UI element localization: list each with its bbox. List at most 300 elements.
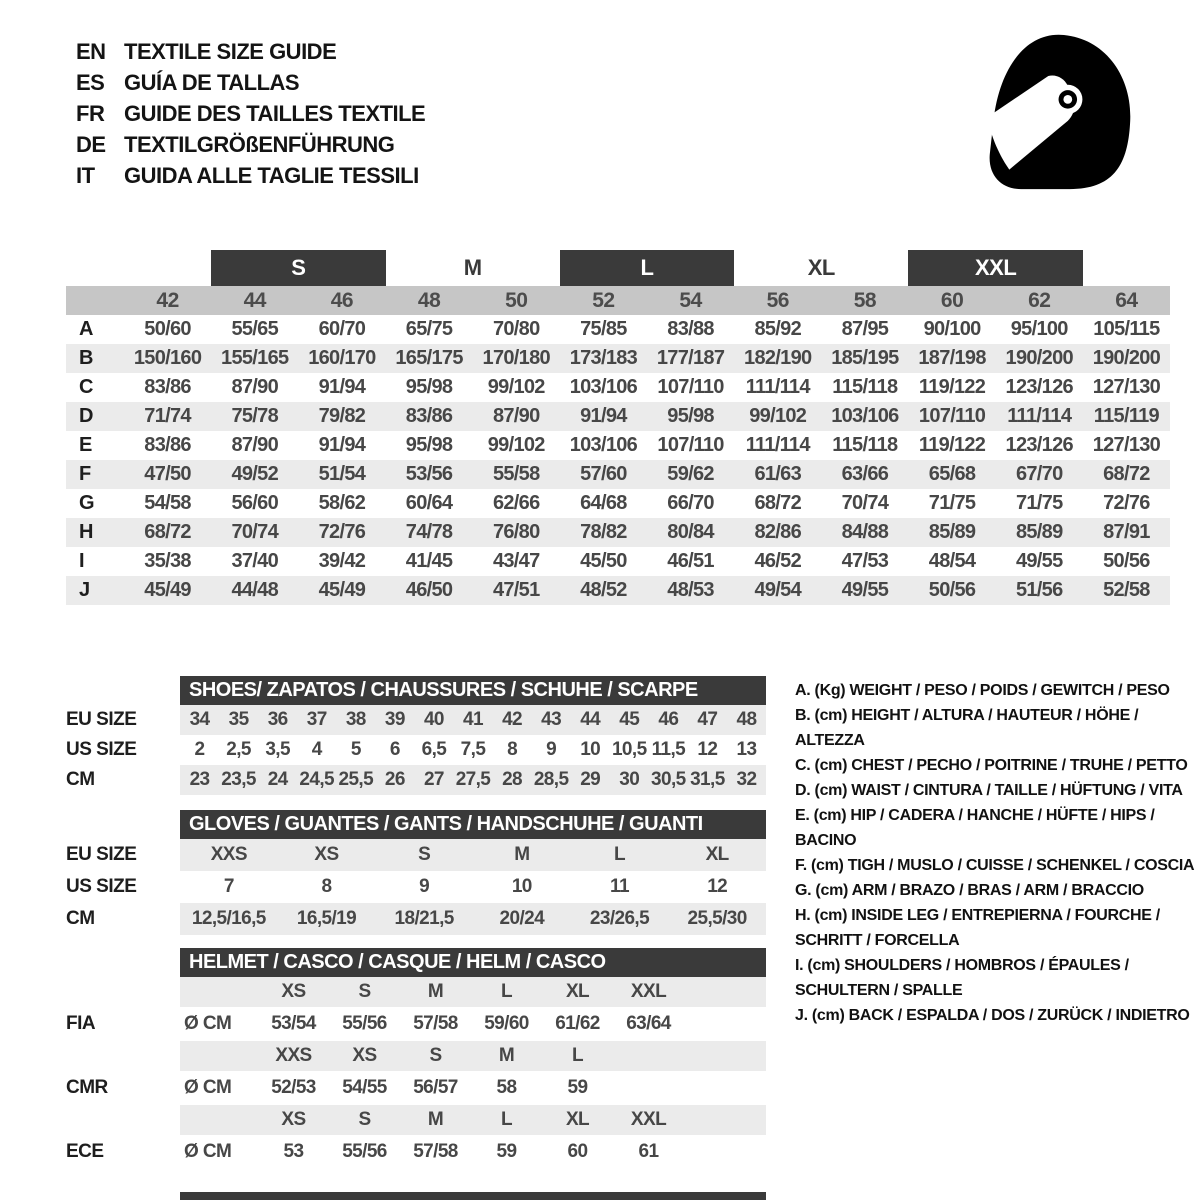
gloves-size-cell: 10: [511, 876, 532, 897]
size-value-cell: 119/122: [918, 434, 986, 456]
size-value-cell: 52/58: [1103, 579, 1150, 601]
legend-item: C. (cm) CHEST / PECHO / POITRINE / TRUHE / PETTO: [795, 757, 1188, 774]
size-value-cell: 99/102: [749, 405, 807, 427]
numeric-size-cell: 56: [766, 288, 789, 312]
shoes-size-cell: 24: [267, 769, 288, 790]
gloves-size-cell: 18/21,5: [394, 908, 454, 929]
size-value-cell: 187/198: [918, 347, 986, 369]
size-value-cell: 87/95: [841, 318, 889, 340]
size-value-cell: 59/62: [667, 463, 714, 485]
helmet-value-band: [180, 1135, 766, 1169]
size-value-cell: 79/82: [318, 405, 366, 427]
language-code: IT: [76, 163, 95, 188]
helmet-size-cell: XS: [352, 1045, 377, 1066]
size-value-cell: 123/126: [1005, 376, 1073, 398]
size-value-cell: 91/94: [318, 434, 366, 456]
size-value-cell: 119/122: [918, 376, 986, 398]
legend-item: G. (cm) ARM / BRAZO / BRAS / ARM / BRACCIO: [795, 882, 1144, 899]
row-letter: D: [79, 405, 94, 427]
measure-row: [66, 460, 1170, 489]
legend-item: D. (cm) WAIST / CINTURA / TAILLE / HÜFTUNG / VITA: [795, 782, 1183, 799]
shoes-size-cell: 40: [423, 709, 444, 730]
size-value-cell: 127/130: [1092, 434, 1161, 456]
numeric-size-cell: 44: [243, 288, 266, 312]
size-value-cell: 85/92: [754, 318, 802, 340]
helmet-size-cell: M: [498, 1045, 515, 1066]
size-value-cell: 83/88: [667, 318, 714, 340]
row-label-spacer: [66, 1105, 180, 1135]
size-value-cell: 65/75: [405, 318, 453, 340]
row-label: US SIZE: [66, 876, 137, 897]
shoes-size-cell: 11,5: [651, 739, 686, 760]
size-value-cell: 51/54: [318, 463, 366, 485]
helmet-value-cell: 53/54: [271, 1013, 316, 1034]
size-value-cell: 75/78: [231, 405, 279, 427]
size-value-cell: 87/90: [231, 376, 279, 398]
shoes-size-cell: 39: [384, 709, 405, 730]
gloves-size-cell: L: [613, 844, 625, 865]
legend-item: H. (cm) INSIDE LEG / ENTREPIERNA / FOURCHE / SCHRITT / FORCELLA: [795, 907, 1160, 949]
shoes-size-cell: 27: [423, 769, 444, 790]
size-value-cell: 111/114: [1007, 405, 1072, 427]
measure-row: [66, 489, 1170, 518]
size-value-cell: 127/130: [1092, 376, 1161, 398]
helmet-size-header-row: [66, 977, 766, 1007]
gloves-size-cell: XL: [705, 844, 729, 865]
helmet-size-cell: XXS: [275, 1045, 312, 1066]
shoes-size-cell: 2,5: [226, 739, 251, 760]
legend-item: F. (cm) TIGH / MUSLO / CUISSE / SCHENKEL / COSCIA: [795, 857, 1195, 874]
helmet-standard-label: FIA: [66, 1013, 96, 1034]
size-value-cell: 72/76: [318, 521, 366, 543]
shoes-size-cell: 30,5: [651, 769, 686, 790]
helmet-value-cell: 60: [567, 1141, 588, 1162]
row-label: CM: [66, 908, 95, 929]
size-value-cell: 61/63: [754, 463, 802, 485]
helmet-size-cell: L: [571, 1045, 583, 1066]
size-value-cell: 65/68: [928, 463, 976, 485]
shoes-size-cell: 32: [736, 769, 757, 790]
size-value-cell: 35/38: [144, 550, 191, 572]
size-value-cell: 53/56: [405, 463, 453, 485]
language-label: TEXTILE SIZE GUIDE: [124, 39, 337, 64]
helmet-section-title: HELMET / CASCO / CASQUE / HELM / CASCO: [180, 948, 766, 977]
shoes-size-cell: 26: [384, 769, 405, 790]
size-group-xl: XL: [807, 255, 835, 280]
row-label: EU SIZE: [66, 709, 137, 730]
gloves-size-cell: XS: [314, 844, 339, 865]
size-value-cell: 103/106: [831, 405, 899, 427]
helmet-value-band: [180, 1071, 766, 1105]
helmet-value-cell: 59: [567, 1077, 588, 1098]
size-value-cell: 87/90: [492, 405, 540, 427]
gloves-size-cell: M: [514, 844, 530, 865]
measure-row: [66, 402, 1170, 431]
shoes-size-cell: 43: [541, 709, 562, 730]
helmet-size-cell: XXL: [630, 981, 667, 1002]
gloves-section-title: GLOVES / GUANTES / GANTS / HANDSCHUHE / GUANTI: [180, 810, 766, 839]
measure-row: [66, 576, 1170, 605]
size-value-cell: 85/89: [1015, 521, 1063, 543]
size-value-cell: 64/68: [580, 492, 627, 514]
size-value-cell: 84/88: [841, 521, 889, 543]
size-value-cell: 177/187: [656, 347, 725, 369]
row-letter: C: [79, 376, 94, 398]
size-value-cell: 107/110: [918, 405, 986, 427]
size-value-cell: 70/80: [492, 318, 540, 340]
gloves-size-cell: 16,5/19: [296, 908, 357, 929]
legend-item: E. (cm) HIP / CADERA / HANCHE / HÜFTE / HIPS / BACINO: [795, 807, 1155, 849]
helmet-standard-label: CMR: [66, 1077, 108, 1098]
helmet-size-cell: XL: [565, 981, 590, 1002]
size-group-m: M: [463, 255, 482, 280]
shoes-size-cell: 6,5: [421, 739, 447, 760]
row-label: EU SIZE: [66, 844, 137, 865]
size-value-cell: 91/94: [318, 376, 366, 398]
size-value-cell: 49/54: [754, 579, 802, 601]
size-value-cell: 103/106: [569, 376, 638, 398]
legend-item: J. (cm) BACK / ESPALDA / DOS / ZURÜCK / INDIETRO: [795, 1007, 1190, 1024]
size-value-cell: 105/115: [1093, 318, 1160, 340]
numeric-size-cell: 64: [1115, 288, 1138, 312]
size-value-cell: 41/45: [405, 550, 453, 572]
size-value-cell: 56/60: [231, 492, 279, 514]
language-row: [76, 67, 425, 98]
size-value-cell: 165/175: [395, 347, 463, 369]
language-list: [76, 36, 425, 191]
numeric-size-cell: 48: [417, 288, 441, 312]
helmet-value-cell: 55/56: [342, 1013, 387, 1034]
shoes-size-cell: 34: [189, 709, 210, 730]
size-value-cell: 83/86: [144, 434, 191, 456]
shoes-size-cell: 24,5: [299, 769, 335, 790]
row-label-spacer: [66, 977, 180, 1007]
numeric-size-row: [66, 286, 1170, 315]
size-value-cell: 87/91: [1103, 521, 1150, 543]
size-value-cell: 82/86: [754, 521, 802, 543]
shoes-size-cell: 42: [502, 709, 523, 730]
language-label: GUIDA ALLE TAGLIE TESSILI: [124, 163, 419, 188]
size-value-cell: 107/110: [657, 434, 724, 456]
size-value-cell: 51/56: [1015, 579, 1063, 601]
shoes-size-cell: 8: [507, 739, 518, 760]
gloves-row: [66, 871, 766, 903]
language-code: ES: [76, 70, 105, 95]
numeric-size-cell: 50: [505, 288, 528, 312]
shoes-size-cell: 7,5: [460, 739, 486, 760]
language-code: DE: [76, 132, 106, 157]
measurement-legend: [795, 678, 1199, 1028]
helmet-size-header-row: [66, 1041, 766, 1071]
size-value-cell: 95/98: [405, 376, 453, 398]
language-code: FR: [76, 101, 105, 126]
row-values: [180, 903, 766, 935]
size-value-cell: 50/56: [1103, 550, 1150, 572]
size-value-cell: 80/84: [667, 521, 714, 543]
size-value-cell: 66/70: [667, 492, 714, 514]
row-label-spacer: [66, 1041, 180, 1071]
numeric-size-cell: 60: [940, 288, 964, 312]
size-value-cell: 45/49: [144, 579, 191, 601]
size-value-cell: 62/66: [492, 492, 540, 514]
gloves-size-cell: 12: [707, 876, 728, 897]
helmet-standard-row: [66, 1071, 766, 1105]
size-group-l: L: [560, 250, 734, 286]
size-value-cell: 185/195: [831, 347, 899, 369]
helmet-value-cell: 58: [496, 1077, 517, 1098]
language-label: TEXTILGRÖßENFÜHRUNG: [124, 132, 395, 157]
helmet-size-grid: [180, 1041, 686, 1071]
gloves-row: [66, 903, 766, 935]
shoes-size-cell: 35: [228, 709, 249, 730]
row-letter: B: [79, 347, 94, 369]
shoes-size-cell: 37: [306, 709, 327, 730]
numeric-size-cell: 46: [330, 288, 354, 312]
helmet-value-cell: 53: [283, 1141, 304, 1162]
gloves-size-cell: XXS: [210, 844, 247, 865]
helmet-size-cell: S: [358, 981, 371, 1002]
size-value-cell: 173/183: [569, 347, 638, 369]
helmet-value-cell: 56/57: [413, 1077, 458, 1098]
size-value-cell: 95/100: [1010, 318, 1068, 340]
size-value-cell: 50/60: [144, 318, 191, 340]
shoes-size-cell: 4: [311, 739, 322, 760]
numeric-size-cell: 52: [592, 288, 615, 312]
size-value-cell: 182/190: [744, 347, 812, 369]
shoes-size-cell: 13: [736, 739, 757, 760]
shoes-size-cell: 28: [502, 769, 523, 790]
size-value-cell: 91/94: [580, 405, 627, 427]
numeric-size-cell: 42: [156, 288, 179, 312]
size-value-cell: 46/51: [667, 550, 714, 572]
shoes-size-cell: 46: [658, 709, 679, 730]
size-value-cell: 123/126: [1005, 434, 1073, 456]
size-value-cell: 99/102: [487, 376, 545, 398]
shoes-size-cell: 44: [580, 709, 601, 730]
helmet-standard-row: [66, 1135, 766, 1169]
shoes-size-cell: 29: [580, 769, 601, 790]
helmet-unit-label: Ø CM: [184, 1013, 232, 1034]
measure-row: [66, 518, 1170, 547]
size-value-cell: 48/52: [580, 579, 627, 601]
shoes-size-cell: 41: [463, 709, 483, 730]
helmet-value-grid: [180, 1135, 686, 1169]
shoes-size-cell: 23,5: [221, 769, 256, 790]
size-value-cell: 107/110: [657, 376, 724, 398]
shoes-section-title: SHOES/ ZAPATOS / CHAUSSURES / SCHUHE / SCARPE: [180, 676, 766, 705]
size-value-cell: 44/48: [231, 579, 279, 601]
size-value-cell: 55/65: [231, 318, 279, 340]
language-label: GUIDE DES TAILLES TEXTILE: [124, 101, 426, 126]
size-value-cell: 63/66: [841, 463, 889, 485]
size-value-cell: 55/58: [492, 463, 540, 485]
size-value-cell: 190/200: [1005, 347, 1073, 369]
size-value-cell: 68/72: [1103, 463, 1150, 485]
size-value-cell: 57/60: [580, 463, 627, 485]
size-value-cell: 111/114: [745, 434, 810, 456]
helmet-size-cell: XS: [281, 1109, 306, 1130]
legend-item: I. (cm) SHOULDERS / HOMBROS / ÉPAULES / SCHULTERN / SPALLE: [795, 957, 1129, 999]
size-value-cell: 47/50: [144, 463, 191, 485]
size-value-cell: 37/40: [231, 550, 279, 572]
cropped-section-bar: [180, 1192, 766, 1200]
shoes-size-cell: 12: [697, 739, 718, 760]
helmet-value-cell: 52/53: [271, 1077, 316, 1098]
size-value-cell: 72/76: [1103, 492, 1150, 514]
gloves-size-cell: 11: [610, 876, 629, 897]
helmet-size-grid: [180, 1105, 686, 1135]
helmet-standard-row: [66, 1007, 766, 1041]
shoes-size-cell: 3,5: [265, 739, 290, 760]
textile-size-table: [66, 250, 1170, 605]
row-letter: A: [79, 318, 94, 340]
size-value-cell: 75/85: [580, 318, 627, 340]
size-value-cell: 48/53: [667, 579, 714, 601]
shoes-size-cell: 36: [267, 709, 288, 730]
size-value-cell: 46/50: [405, 579, 453, 601]
language-row: [76, 36, 425, 67]
language-row: [76, 160, 425, 191]
size-value-cell: 115/118: [832, 376, 898, 398]
measure-row: [66, 373, 1170, 402]
size-value-cell: 39/42: [318, 550, 366, 572]
helmet-value-cell: 57/58: [413, 1141, 458, 1162]
size-value-cell: 70/74: [231, 521, 279, 543]
size-value-cell: 155/165: [221, 347, 289, 369]
helmet-value-cell: 61/62: [555, 1013, 600, 1034]
size-group-header-row: [66, 250, 1170, 286]
size-value-cell: 71/74: [144, 405, 191, 427]
helmet-size-cell: XXL: [630, 1109, 667, 1130]
gloves-size-cell: 9: [419, 876, 430, 897]
size-value-cell: 190/200: [1092, 347, 1161, 369]
numeric-size-cell: 54: [679, 288, 702, 312]
shoes-row: [66, 765, 766, 795]
measure-row: [66, 344, 1170, 373]
size-value-cell: 71/75: [928, 492, 976, 514]
gloves-size-cell: 25,5/30: [687, 908, 747, 929]
size-value-cell: 45/49: [318, 579, 366, 601]
shoes-size-cell: 25,5: [338, 769, 374, 790]
row-values: [180, 871, 766, 903]
size-value-cell: 43/47: [492, 550, 540, 572]
shoes-row: [66, 705, 766, 735]
size-value-cell: 48/54: [928, 550, 976, 572]
helmet-size-cell: XL: [565, 1109, 590, 1130]
helmet-value-grid: [180, 1071, 686, 1105]
language-row: [76, 129, 425, 160]
row-values: [180, 765, 766, 795]
shoes-size-cell: 6: [389, 739, 400, 760]
helmet-size-band: [180, 1105, 766, 1135]
shoes-size-cell: 31,5: [690, 769, 725, 790]
shoes-size-cell: 30: [619, 769, 640, 790]
numeric-size-cell: 62: [1028, 288, 1051, 312]
helmet-unit-label: Ø CM: [184, 1077, 232, 1098]
helmet-value-cell: 63/64: [626, 1013, 671, 1034]
size-value-cell: 70/74: [841, 492, 889, 514]
size-value-cell: 49/55: [841, 579, 889, 601]
row-letter: J: [79, 579, 91, 601]
size-value-cell: 45/50: [580, 550, 627, 572]
row-letter: H: [79, 521, 94, 543]
size-value-cell: 76/80: [492, 521, 540, 543]
helmet-value-band: [180, 1007, 766, 1041]
gloves-size-cell: 20/24: [499, 908, 545, 929]
row-letter: G: [79, 492, 95, 514]
shoes-size-cell: 9: [546, 739, 557, 760]
gloves-size-cell: 8: [321, 876, 332, 897]
size-value-cell: 49/55: [1015, 550, 1063, 572]
helmet-value-cell: 55/56: [342, 1141, 387, 1162]
size-group-xxl: XXL: [908, 250, 1082, 286]
row-letter: I: [79, 550, 85, 572]
helmet-size-cell: M: [427, 1109, 444, 1130]
shoes-size-cell: 38: [345, 709, 366, 730]
numeric-size-cell: 58: [853, 288, 877, 312]
legend-item: B. (cm) HEIGHT / ALTURA / HAUTEUR / HÖHE / ALTEZZA: [795, 707, 1139, 749]
shoes-size-cell: 10: [580, 739, 601, 760]
helmet-section: [66, 948, 766, 1169]
helmet-size-header-row: [66, 1105, 766, 1135]
shoes-size-cell: 2: [194, 739, 205, 760]
size-value-cell: 95/98: [405, 434, 453, 456]
helmet-size-band: [180, 1041, 766, 1071]
shoes-size-cell: 47: [697, 709, 718, 730]
row-label: CM: [66, 769, 95, 790]
row-values: [180, 705, 766, 735]
helmet-size-cell: S: [358, 1109, 371, 1130]
language-row: [76, 98, 425, 129]
gloves-size-cell: 23/26,5: [589, 908, 650, 929]
gloves-size-cell: 12,5/16,5: [191, 908, 266, 929]
size-value-cell: 95/98: [667, 405, 714, 427]
row-values: [180, 839, 766, 871]
helmet-value-cell: 54/55: [342, 1077, 387, 1098]
shoes-size-cell: 10,5: [611, 739, 647, 760]
size-value-cell: 111/114: [745, 376, 810, 398]
helmet-value-cell: 59/60: [484, 1013, 529, 1034]
helmet-size-cell: L: [500, 1109, 512, 1130]
helmet-value-grid: [180, 1007, 686, 1041]
size-value-cell: 160/170: [308, 347, 376, 369]
shoes-section: [66, 676, 766, 795]
size-value-cell: 49/52: [231, 463, 279, 485]
size-value-cell: 83/86: [144, 376, 191, 398]
measure-row: [66, 547, 1170, 576]
shoes-size-cell: 45: [619, 709, 640, 730]
row-values: [180, 735, 766, 765]
shoes-size-cell: 48: [736, 709, 757, 730]
measure-row: [66, 315, 1170, 344]
size-value-cell: 47/51: [492, 579, 540, 601]
size-value-cell: 67/70: [1015, 463, 1063, 485]
helmet-size-cell: S: [429, 1045, 442, 1066]
shoes-size-cell: 27,5: [455, 769, 491, 790]
measure-row: [66, 431, 1170, 460]
size-value-cell: 68/72: [754, 492, 802, 514]
size-value-cell: 115/119: [1093, 405, 1159, 427]
helmet-size-band: [180, 977, 766, 1007]
shoes-row: [66, 735, 766, 765]
size-value-cell: 78/82: [580, 521, 627, 543]
helmet-value-cell: 59: [496, 1141, 517, 1162]
size-value-cell: 60/64: [405, 492, 453, 514]
helmet-value-cell: 61: [638, 1141, 659, 1162]
size-value-cell: 83/86: [405, 405, 453, 427]
size-value-cell: 46/52: [754, 550, 802, 572]
size-value-cell: 150/160: [133, 347, 202, 369]
